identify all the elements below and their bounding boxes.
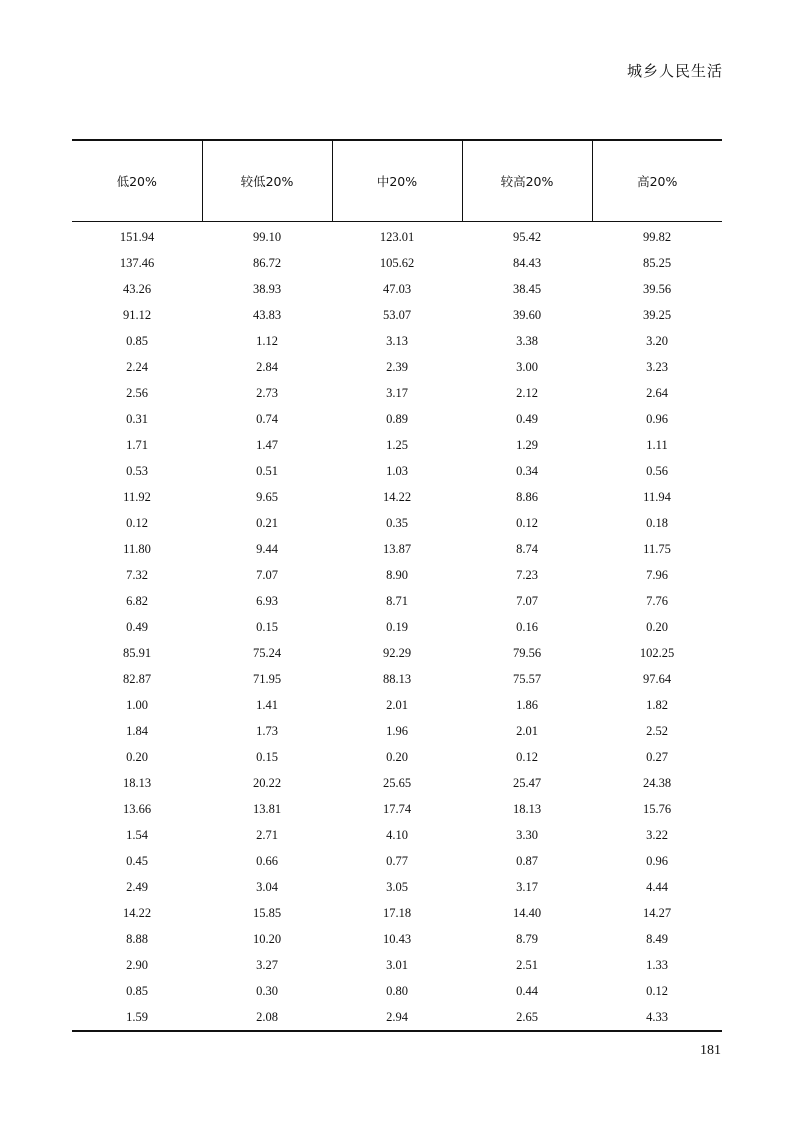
table-row bbox=[72, 874, 722, 900]
table-cell: 2.01 bbox=[516, 723, 538, 738]
table-cell: 3.22 bbox=[646, 827, 668, 842]
table-cell: 3.27 bbox=[256, 957, 278, 972]
table-cell: 8.74 bbox=[516, 541, 538, 556]
table-cell: 20.22 bbox=[252, 775, 282, 790]
table-cell: 0.74 bbox=[256, 411, 278, 426]
table-cell: 3.30 bbox=[516, 827, 538, 842]
table-cell: 8.88 bbox=[126, 931, 148, 946]
table-cell: 8.86 bbox=[516, 489, 538, 504]
table-cell: 2.12 bbox=[516, 385, 538, 400]
income-quintile-table-container bbox=[72, 139, 722, 1032]
table-cell: 0.49 bbox=[126, 619, 148, 634]
table-cell: 11.94 bbox=[643, 489, 671, 504]
table-cell: 1.41 bbox=[256, 697, 278, 712]
table-cell: 8.71 bbox=[386, 593, 408, 608]
table-cell: 0.31 bbox=[126, 411, 148, 426]
table-cell: 3.04 bbox=[256, 879, 278, 894]
table-row bbox=[72, 926, 722, 952]
table-cell: 0.19 bbox=[386, 619, 408, 634]
table-cell: 82.87 bbox=[122, 671, 152, 686]
table-cell: 0.80 bbox=[386, 983, 408, 998]
table-cell: 25.47 bbox=[512, 775, 542, 790]
table-cell: 2.94 bbox=[386, 1009, 408, 1024]
table-cell: 1.82 bbox=[646, 697, 668, 712]
table-cell: 4.33 bbox=[646, 1009, 668, 1024]
table-cell: 97.64 bbox=[642, 671, 672, 686]
table-cell: 1.12 bbox=[256, 333, 278, 348]
table-row bbox=[72, 354, 722, 380]
table-row bbox=[72, 1004, 722, 1030]
table-cell: 7.76 bbox=[646, 593, 668, 608]
table-cell: 0.12 bbox=[516, 515, 538, 530]
table-cell: 11.75 bbox=[643, 541, 671, 556]
table-cell: 7.32 bbox=[126, 567, 148, 582]
column-header-higher-20: 较高20% bbox=[462, 140, 592, 222]
table-body bbox=[72, 222, 722, 1031]
table-cell: 17.74 bbox=[382, 801, 412, 816]
table-cell: 0.85 bbox=[126, 333, 148, 348]
table-cell: 2.90 bbox=[126, 957, 148, 972]
table-header bbox=[72, 140, 722, 222]
table-cell: 95.42 bbox=[512, 229, 542, 244]
table-cell: 123.01 bbox=[379, 229, 415, 244]
table-row bbox=[72, 406, 722, 432]
column-header-lower-20: 较低20% bbox=[202, 140, 332, 222]
table-row bbox=[72, 796, 722, 822]
table-cell: 151.94 bbox=[119, 229, 155, 244]
table-bottom-rule bbox=[72, 1030, 722, 1032]
table-row bbox=[72, 978, 722, 1004]
table-cell: 0.53 bbox=[126, 463, 148, 478]
table-cell: 0.49 bbox=[516, 411, 538, 426]
table-cell: 0.77 bbox=[386, 853, 408, 868]
table-cell: 137.46 bbox=[119, 255, 155, 270]
income-quintile-table bbox=[72, 139, 722, 1030]
table-cell: 9.65 bbox=[256, 489, 278, 504]
table-cell: 0.66 bbox=[256, 853, 278, 868]
table-cell: 18.13 bbox=[122, 775, 152, 790]
table-row bbox=[72, 222, 722, 251]
table-cell: 6.93 bbox=[256, 593, 278, 608]
table-cell: 0.56 bbox=[646, 463, 668, 478]
table-cell: 84.43 bbox=[512, 255, 542, 270]
table-cell: 3.13 bbox=[386, 333, 408, 348]
table-cell: 0.20 bbox=[646, 619, 668, 634]
table-cell: 4.10 bbox=[386, 827, 408, 842]
table-cell: 15.76 bbox=[642, 801, 672, 816]
table-cell: 3.00 bbox=[516, 359, 538, 374]
table-cell: 13.87 bbox=[382, 541, 412, 556]
table-row bbox=[72, 536, 722, 562]
table-cell: 88.13 bbox=[382, 671, 412, 686]
table-cell: 7.96 bbox=[646, 567, 668, 582]
table-header-row bbox=[72, 140, 722, 222]
table-cell: 1.11 bbox=[646, 437, 668, 452]
table-row bbox=[72, 458, 722, 484]
table-cell: 15.85 bbox=[252, 905, 282, 920]
table-cell: 14.40 bbox=[512, 905, 542, 920]
table-cell: 4.44 bbox=[646, 879, 668, 894]
table-cell: 2.65 bbox=[516, 1009, 538, 1024]
table-cell: 0.87 bbox=[516, 853, 538, 868]
table-cell: 1.47 bbox=[256, 437, 278, 452]
table-cell: 3.20 bbox=[646, 333, 668, 348]
table-cell: 3.05 bbox=[386, 879, 408, 894]
table-cell: 0.51 bbox=[256, 463, 278, 478]
table-row bbox=[72, 744, 722, 770]
table-cell: 7.07 bbox=[516, 593, 538, 608]
table-cell: 0.12 bbox=[126, 515, 148, 530]
table-row bbox=[72, 822, 722, 848]
table-cell: 1.59 bbox=[126, 1009, 148, 1024]
table-cell: 1.25 bbox=[386, 437, 408, 452]
column-header-middle-20: 中20% bbox=[332, 140, 462, 222]
table-cell: 0.12 bbox=[516, 749, 538, 764]
table-cell: 2.84 bbox=[256, 359, 278, 374]
table-cell: 2.51 bbox=[516, 957, 538, 972]
table-cell: 75.57 bbox=[512, 671, 542, 686]
table-cell: 39.56 bbox=[642, 281, 672, 296]
table-row bbox=[72, 614, 722, 640]
table-cell: 14.22 bbox=[382, 489, 412, 504]
table-cell: 92.29 bbox=[382, 645, 412, 660]
table-cell: 1.00 bbox=[126, 697, 148, 712]
table-row bbox=[72, 666, 722, 692]
table-row bbox=[72, 952, 722, 978]
table-cell: 1.54 bbox=[126, 827, 148, 842]
table-row bbox=[72, 640, 722, 666]
table-cell: 11.92 bbox=[123, 489, 151, 504]
table-cell: 13.81 bbox=[252, 801, 282, 816]
table-cell: 8.49 bbox=[646, 931, 668, 946]
table-cell: 3.01 bbox=[386, 957, 408, 972]
table-cell: 0.12 bbox=[646, 983, 668, 998]
table-cell: 0.15 bbox=[256, 619, 278, 634]
table-cell: 1.33 bbox=[646, 957, 668, 972]
table-cell: 38.45 bbox=[512, 281, 542, 296]
table-cell: 0.15 bbox=[256, 749, 278, 764]
table-cell: 0.20 bbox=[126, 749, 148, 764]
table-cell: 11.80 bbox=[123, 541, 151, 556]
table-cell: 10.43 bbox=[382, 931, 412, 946]
table-row bbox=[72, 432, 722, 458]
table-cell: 1.73 bbox=[256, 723, 278, 738]
table-cell: 0.20 bbox=[386, 749, 408, 764]
table-cell: 1.29 bbox=[516, 437, 538, 452]
table-cell: 43.26 bbox=[122, 281, 152, 296]
table-cell: 2.49 bbox=[126, 879, 148, 894]
table-cell: 14.22 bbox=[122, 905, 152, 920]
table-row bbox=[72, 380, 722, 406]
table-cell: 25.65 bbox=[382, 775, 412, 790]
table-row bbox=[72, 588, 722, 614]
table-cell: 75.24 bbox=[252, 645, 282, 660]
table-row bbox=[72, 848, 722, 874]
table-cell: 47.03 bbox=[382, 281, 412, 296]
table-cell: 2.71 bbox=[256, 827, 278, 842]
table-row bbox=[72, 900, 722, 926]
table-cell: 0.34 bbox=[516, 463, 538, 478]
table-cell: 0.18 bbox=[646, 515, 668, 530]
table-cell: 3.23 bbox=[646, 359, 668, 374]
column-header-low-20: 低20% bbox=[116, 174, 157, 189]
table-cell: 0.89 bbox=[386, 411, 408, 426]
table-cell: 85.91 bbox=[122, 645, 152, 660]
column-header-high-20: 高20% bbox=[592, 140, 722, 222]
table-cell: 2.64 bbox=[646, 385, 668, 400]
table-cell: 99.10 bbox=[252, 229, 282, 244]
table-cell: 8.79 bbox=[516, 931, 538, 946]
table-cell: 2.39 bbox=[386, 359, 408, 374]
table-cell: 0.85 bbox=[126, 983, 148, 998]
table-cell: 43.83 bbox=[252, 307, 282, 322]
table-cell: 39.25 bbox=[642, 307, 672, 322]
page-number: 181 bbox=[700, 1043, 721, 1058]
table-cell: 1.84 bbox=[126, 723, 148, 738]
table-cell: 0.30 bbox=[256, 983, 278, 998]
table-cell: 2.24 bbox=[126, 359, 148, 374]
table-cell: 17.18 bbox=[382, 905, 412, 920]
table-cell: 79.56 bbox=[512, 645, 542, 660]
table-cell: 53.07 bbox=[382, 307, 412, 322]
table-cell: 0.44 bbox=[516, 983, 538, 998]
table-cell: 0.16 bbox=[516, 619, 538, 634]
table-cell: 0.21 bbox=[256, 515, 278, 530]
table-cell: 105.62 bbox=[379, 255, 415, 270]
table-cell: 91.12 bbox=[122, 307, 152, 322]
table-cell: 39.60 bbox=[512, 307, 542, 322]
table-cell: 3.17 bbox=[386, 385, 408, 400]
table-cell: 3.17 bbox=[516, 879, 538, 894]
table-row bbox=[72, 250, 722, 276]
table-cell: 71.95 bbox=[252, 671, 282, 686]
table-cell: 0.27 bbox=[646, 749, 668, 764]
table-cell: 1.03 bbox=[386, 463, 408, 478]
table-row bbox=[72, 510, 722, 536]
table-cell: 2.52 bbox=[646, 723, 668, 738]
table-cell: 1.86 bbox=[516, 697, 538, 712]
table-cell: 8.90 bbox=[386, 567, 408, 582]
table-cell: 2.01 bbox=[386, 697, 408, 712]
table-cell: 1.96 bbox=[386, 723, 408, 738]
table-cell: 3.38 bbox=[516, 333, 538, 348]
table-cell: 14.27 bbox=[642, 905, 672, 920]
table-cell: 86.72 bbox=[252, 255, 282, 270]
table-cell: 1.71 bbox=[126, 437, 148, 452]
table-cell: 0.35 bbox=[386, 515, 408, 530]
table-cell: 0.96 bbox=[646, 853, 668, 868]
table-cell: 6.82 bbox=[126, 593, 148, 608]
table-cell: 10.20 bbox=[252, 931, 282, 946]
table-cell: 38.93 bbox=[252, 281, 282, 296]
table-row bbox=[72, 302, 722, 328]
table-cell: 0.45 bbox=[126, 853, 148, 868]
table-cell: 2.56 bbox=[126, 385, 148, 400]
table-cell: 99.82 bbox=[642, 229, 672, 244]
table-cell: 102.25 bbox=[639, 645, 675, 660]
running-header-title: 城乡人民生活 bbox=[626, 62, 723, 80]
table-row bbox=[72, 276, 722, 302]
table-row bbox=[72, 770, 722, 796]
table-row bbox=[72, 484, 722, 510]
table-cell: 18.13 bbox=[512, 801, 542, 816]
table-cell: 2.08 bbox=[256, 1009, 278, 1024]
table-cell: 7.23 bbox=[516, 567, 538, 582]
table-cell: 24.38 bbox=[642, 775, 672, 790]
table-cell: 9.44 bbox=[256, 541, 278, 556]
table-cell: 13.66 bbox=[122, 801, 152, 816]
table-cell: 0.96 bbox=[646, 411, 668, 426]
table-row bbox=[72, 562, 722, 588]
table-row bbox=[72, 692, 722, 718]
table-cell: 7.07 bbox=[256, 567, 278, 582]
table-cell: 85.25 bbox=[642, 255, 672, 270]
table-row bbox=[72, 718, 722, 744]
table-row bbox=[72, 328, 722, 354]
table-cell: 2.73 bbox=[256, 385, 278, 400]
